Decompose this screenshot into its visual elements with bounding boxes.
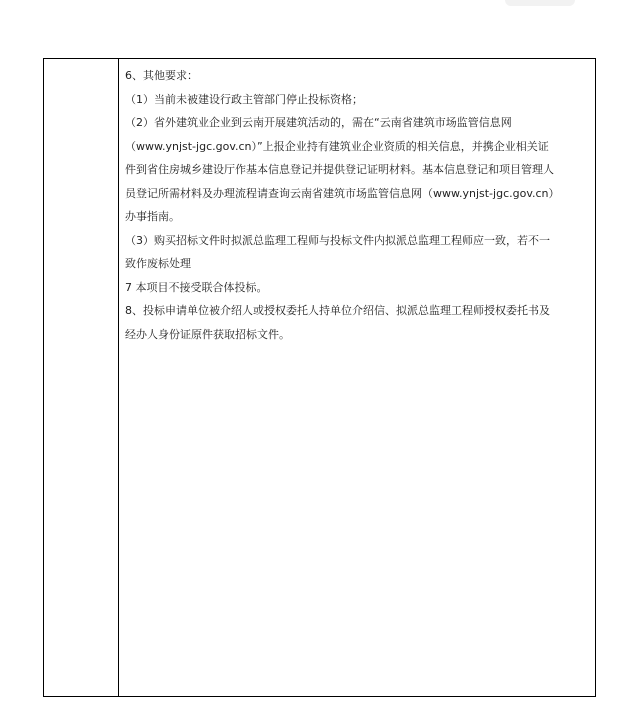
requirement-6-2-line-1: （2）省外建筑业企业到云南开展建筑活动的，需在“云南省建筑市场监管信息网 <box>125 116 512 129</box>
table-label-cell <box>44 59 119 696</box>
requirement-7: 7 本项目不接受联合体投标。 <box>125 280 268 294</box>
requirement-6-2-line-2: （www.ynjst-jgc.gov.cn）”上报企业持有建筑业企业资质的相关信息，并携企业相关证 <box>125 139 549 153</box>
requirements-table <box>43 58 596 697</box>
requirement-6-3-line-2: 致作废标处理 <box>125 257 191 270</box>
requirement-6-2-line-4: 员登记所需材料及办理流程请查询云南省建筑市场监管信息网（www.ynjst-jgc.gov.cn） <box>125 186 560 200</box>
requirement-6-1: （1）当前未被建设行政主管部门停止投标资格； <box>125 92 363 106</box>
requirement-8-line-2: 经办人身份证原件获取招标文件。 <box>125 327 290 341</box>
requirement-6-3-line-1: （3）购买招标文件时拟派总监理工程师与投标文件内拟派总监理工程师应一致，若不一 <box>125 233 550 247</box>
top-shadow-decoration <box>505 0 575 6</box>
requirement-6-2-line-5: 办事指南。 <box>125 210 180 223</box>
table-content-cell <box>119 59 595 696</box>
requirement-heading-6: 6、其他要求： <box>125 69 198 82</box>
requirement-8-line-1: 8、投标申请单位被介绍人或授权委托人持单位介绍信、拟派总监理工程师授权委托书及 <box>125 304 550 317</box>
requirement-6-2-line-3: 件到省住房城乡建设厅作基本信息登记并提供登记证明材料。基本信息登记和项目管理人 <box>125 163 554 176</box>
